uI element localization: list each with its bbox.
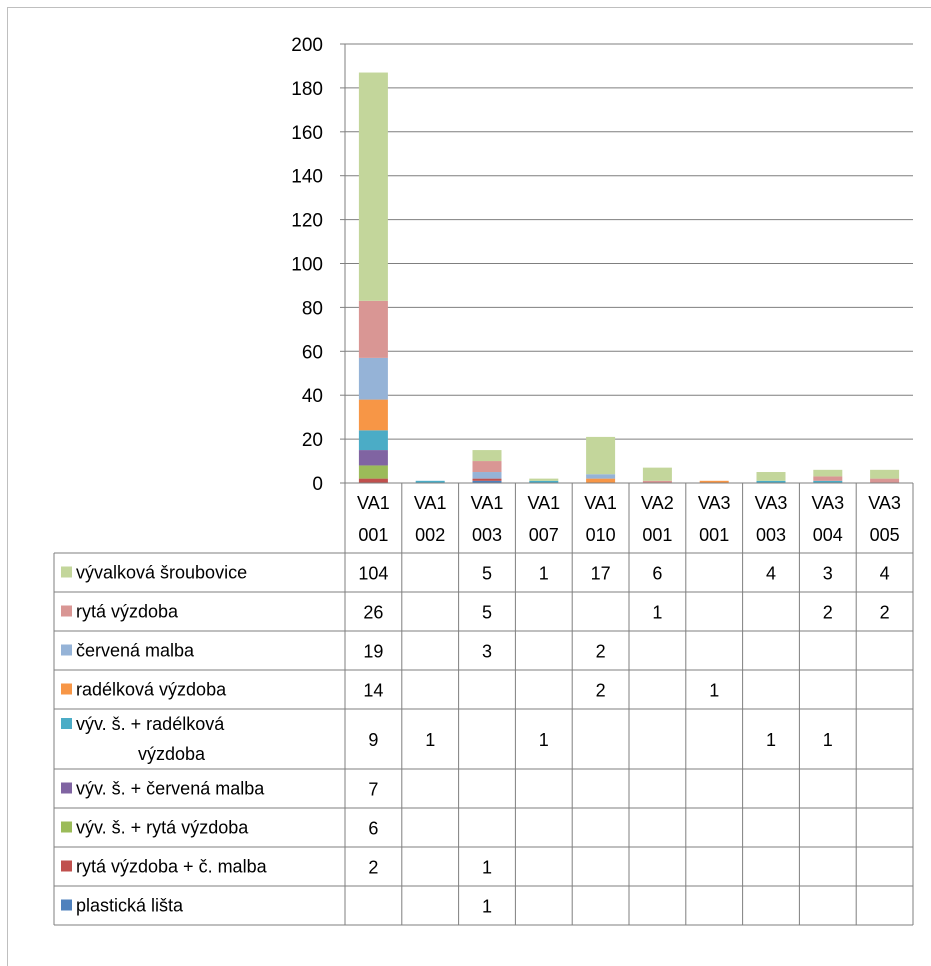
legend-label: výv. š. + rytá výzdoba — [76, 817, 249, 838]
bar-segment — [586, 437, 615, 474]
bar-segment — [359, 400, 388, 431]
y-axis — [291, 35, 345, 495]
data-label: 1 — [709, 680, 720, 701]
data-label: 1 — [822, 730, 833, 750]
x-tick-label: VA3 — [868, 493, 901, 513]
data-label: 1 — [765, 730, 777, 750]
legend-key — [61, 783, 72, 794]
data-label: 4 — [765, 563, 777, 584]
data-label: 17 — [590, 563, 611, 584]
bars — [359, 73, 899, 483]
data-label: 2 — [595, 680, 606, 701]
bar-segment — [586, 474, 615, 478]
x-tick-label: 007 — [528, 525, 559, 545]
legend-label: rytá výzdoba — [76, 601, 179, 622]
data-label: 2 — [879, 602, 890, 623]
legend-key — [61, 822, 72, 833]
data-table — [54, 483, 913, 925]
y-tick-label: 60 — [301, 342, 323, 364]
bar-segment — [359, 465, 388, 478]
bar-segment — [359, 358, 388, 400]
legend-label: vývalková šroubovice — [76, 562, 248, 583]
bar-segment — [643, 468, 672, 481]
legend-label: výv. š. + červená malba — [76, 778, 265, 799]
x-tick-label: 003 — [755, 525, 787, 545]
data-label: 1 — [481, 896, 493, 917]
x-tick-label: 010 — [585, 525, 616, 545]
bar-segment — [870, 479, 899, 483]
x-tick-label: VA1 — [357, 493, 390, 513]
bar-segment — [870, 470, 899, 479]
x-tick-label: 001 — [699, 525, 730, 545]
x-tick-label: 002 — [415, 525, 446, 545]
data-label: 3 — [822, 563, 833, 584]
legend-label: plastická lišta — [76, 895, 184, 916]
x-tick-label: VA1 — [413, 493, 447, 513]
legend-key — [61, 567, 72, 578]
legend-key — [61, 900, 72, 911]
data-label: 5 — [481, 602, 493, 623]
x-tick-label: VA1 — [527, 493, 561, 513]
x-tick-label: 005 — [869, 525, 900, 545]
y-tick-label: 200 — [291, 35, 323, 56]
data-label: 1 — [538, 563, 549, 584]
x-tick-label: 001 — [642, 525, 673, 545]
x-tick-label: 004 — [812, 525, 843, 545]
data-label: 6 — [368, 818, 379, 839]
legend-key — [61, 718, 72, 729]
data-label: 4 — [879, 563, 890, 584]
y-tick-label: 40 — [301, 386, 323, 408]
x-tick-label: VA3 — [697, 493, 731, 513]
data-label: 9 — [368, 730, 379, 750]
data-label: 3 — [481, 641, 493, 662]
legend-key — [61, 645, 72, 656]
legend-key — [61, 606, 72, 617]
gridlines — [345, 44, 913, 439]
data-label: 6 — [652, 563, 663, 584]
legend-label: červená malba — [76, 640, 195, 661]
x-tick-label: VA2 — [641, 493, 674, 513]
x-tick-label: 001 — [358, 525, 389, 545]
y-tick-label: 80 — [301, 298, 323, 320]
data-label: 1 — [538, 730, 549, 750]
bar-segment — [586, 479, 615, 483]
bar-segment — [473, 472, 502, 479]
bar-segment — [529, 479, 558, 481]
legend-label: výv. š. + radélková — [76, 714, 225, 734]
bar-segment — [813, 476, 842, 480]
y-tick-label: 180 — [291, 78, 323, 100]
data-label: 2 — [822, 602, 833, 623]
data-label: 14 — [363, 680, 384, 701]
x-tick-label: VA3 — [811, 493, 845, 513]
bar-segment — [473, 479, 502, 481]
bar-segment — [757, 472, 786, 481]
x-tick-label: VA1 — [470, 493, 504, 513]
data-label: 1 — [481, 857, 493, 878]
data-label: 1 — [425, 730, 436, 750]
data-label: 19 — [363, 641, 384, 662]
bar-segment — [473, 450, 502, 461]
legend-label: rytá výzdoba + č. malba — [76, 856, 267, 877]
data-label: 2 — [595, 641, 606, 662]
data-label: 104 — [358, 563, 389, 584]
y-tick-label: 140 — [291, 166, 323, 188]
bar-segment — [813, 470, 842, 477]
bar-segment — [359, 450, 388, 465]
data-label: 1 — [652, 602, 663, 623]
data-label: 7 — [368, 779, 379, 800]
y-tick-label: 120 — [291, 210, 323, 232]
bar-segment — [359, 301, 388, 358]
data-label: 5 — [481, 563, 493, 584]
bar-segment — [359, 73, 388, 301]
x-tick-label: VA3 — [754, 493, 788, 513]
y-tick-label: 100 — [291, 254, 323, 276]
data-label: 26 — [363, 602, 384, 623]
bar-segment — [359, 430, 388, 450]
y-tick-label: 20 — [301, 430, 323, 452]
x-tick-label: VA1 — [584, 493, 617, 513]
y-tick-label: 0 — [312, 474, 323, 495]
legend-label: výzdoba — [138, 744, 206, 764]
legend-key — [61, 684, 72, 695]
bar-segment — [473, 461, 502, 472]
bar-segment — [359, 479, 388, 483]
legend-key — [61, 861, 72, 872]
legend-label: radélková výzdoba — [76, 679, 227, 700]
x-tick-label: 003 — [471, 525, 503, 545]
y-tick-label: 160 — [291, 122, 323, 144]
data-label: 2 — [368, 857, 379, 878]
